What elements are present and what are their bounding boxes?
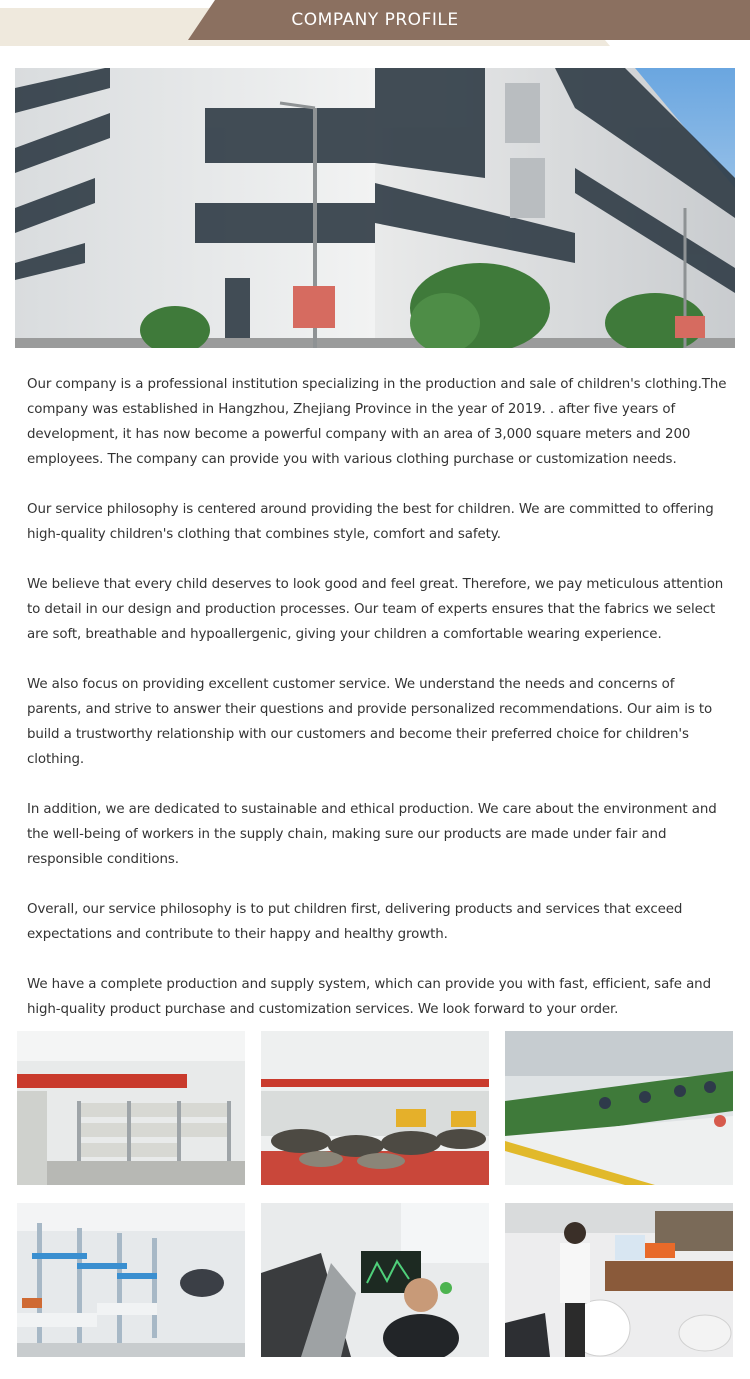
sewing-line-photo	[505, 1031, 733, 1185]
paragraph: In addition, we are dedicated to sustainable and ethical production. We care about the environment and the well-being of workers in the supply chain, making sure our products are made under fair and responsible conditions.	[27, 802, 717, 867]
fabric-rolls-floor-photo	[261, 1031, 489, 1185]
page-title: COMPANY PROFILE	[291, 10, 459, 30]
pattern-design-computer-photo	[261, 1203, 489, 1357]
paragraph: Overall, our service philosophy is to put children first, delivering products and services that exceed expectations and contribute to their happy and healthy growth.	[27, 902, 683, 942]
factory-building-photo	[15, 68, 735, 348]
paragraph: We believe that every child deserves to look good and feel great. Therefore, we pay meticulous attention to detail in our design and production processes. Our team of experts ensures that the fabrics we select are soft, breathable and hypoallergenic, giving your children a comfortable wearing experience.	[27, 577, 724, 642]
paragraph: We have a complete production and supply system, which can provide you with fast, efficient, safe and high-quality product purchase and customization services. We look forward to your order.	[27, 977, 711, 1017]
paragraph: Our service philosophy is centered around providing the best for children. We are committed to offering high-quality children's clothing that combines style, comfort and safety.	[27, 502, 714, 542]
section-header	[0, 0, 750, 48]
company-description	[27, 372, 727, 1047]
paragraph: Our company is a professional institution specializing in the production and sale of children's clothing.The company was established in Hangzhou, Zhejiang Province in the year of 2019. . after five years of development, it has now become a powerful company with an area of 3,000 square meters and 200 employees. The company can provide you with various clothing purchase or customization needs.	[27, 377, 727, 467]
quality-inspection-photo	[505, 1203, 733, 1357]
paragraph: We also focus on providing excellent customer service. We understand the needs and concerns of parents, and strive to answer their questions and provide personalized recommendations. Our aim is to build a trustworthy relationship with our customers and become their preferred choice for children's clothing.	[27, 677, 713, 767]
sewing-workstations-photo	[17, 1203, 245, 1357]
warehouse-shelves-photo	[17, 1031, 245, 1185]
